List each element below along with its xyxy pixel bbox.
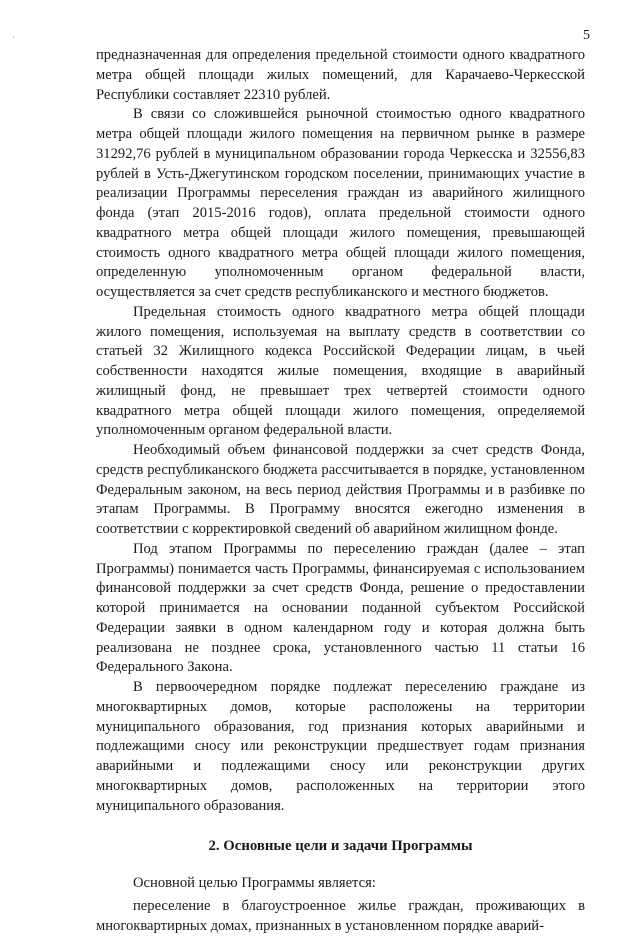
paragraph: В первоочередном порядке подлежат переселению граждане из многоквартирных домов, которые расположены на территории муниципального образования, год признания которых аварийными и подлежащими сносу или реконструкции предшествует годам признания аварийными и подлежащими сносу или реконструкции других многоквартирных домов, расположенных на территории этого муниципального образования.: [96, 679, 585, 814]
paragraph: Под этапом Программы по переселению граждан (далее – этап Программы) понимается часть Программы, финансируемая с использованием финансовой поддержки за счет средств Фонда, решение о предоставлении которой принимается на основании поданной субъектом Российской Федерации заявки в одном календарном году и которая должна быть реализована не позднее срока, установленного частью 11 статьи 16 Федерального Закона.: [96, 540, 585, 676]
paragraph: Основной целью Программы является:: [133, 875, 376, 891]
paragraph: Предельная стоимость одного квадратного метра общей площади жилого помещения, используемая на выплату средств в соответствии со статьей 32 Жилищного кодекса Российской Федерации лицам, в чьей собственности находятся жилые помещения, входящие в аварийный жилищный фонд, не превышает трех четвертей стоимости одного квадратного метра общей площади жилого помещения, определяемой уполномоченным органом федеральной власти.: [96, 303, 585, 439]
paragraph: В связи со сложившейся рыночной стоимостью одного квадратного метра общей площади жилого помещения на первичном рынке в размере 31292,76 рублей в муниципальном образовании города Черкесска и 32556,83 рублей в Усть-Джегутинском городском поселении, принимающих участие в реализации Программы переселения граждан из аварийного жилищного фонда (этап 2015-2016 годов), оплата предельной стоимости одного квадратного метра общей площади жилого помещения, превышающей стоимость одного квадратного метра общей площади жилого помещения, определенную уполномоченным органом федеральной власти, осуществляется за счет средств республиканского и местного бюджетов.: [96, 106, 585, 300]
page-body: [96, 46, 585, 936]
paragraph: предназначенная для определения предельной стоимости одного квадратного метра общей площади жилых помещений, для Карачаево-Черкесской Республики составляет 22310 рублей.: [96, 47, 585, 103]
section-heading: 2. Основные цели и задачи Программы: [208, 838, 473, 855]
page-number: 5: [583, 28, 590, 43]
paragraph: переселение в благоустроенное жилье граждан, проживающих в многоквартирных домах, признанных в установленном порядке аварий-: [96, 897, 585, 934]
margin-mark: ·: [12, 32, 15, 42]
paragraph: Необходимый объем финансовой поддержки за счет средств Фонда, средств республиканского бюджета рассчитывается в порядке, установленном Федеральным законом, на весь период действия Программы и в разбивке по этапам Программы. В Программу вносятся ежегодно изменения в соответствии с корректировкой сведений об аварийном жилищном фонде.: [96, 442, 585, 537]
